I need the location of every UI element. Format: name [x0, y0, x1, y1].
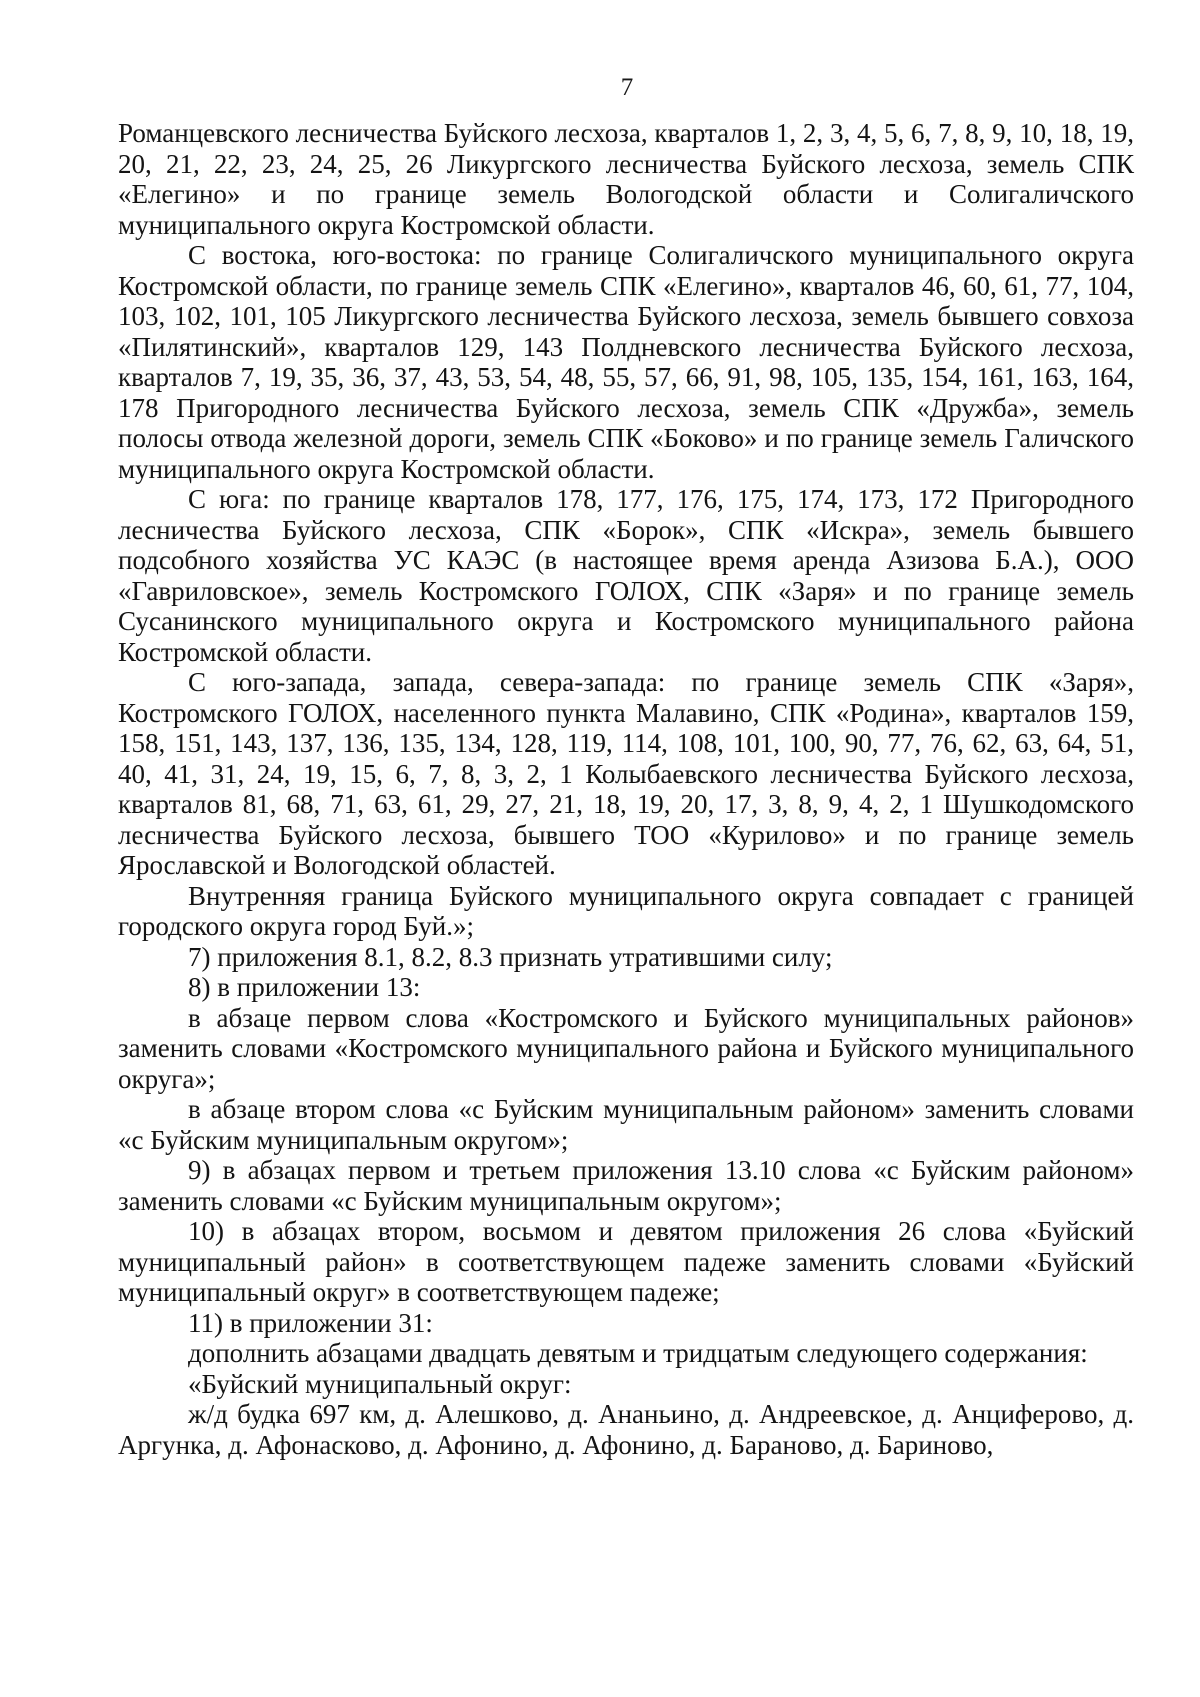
paragraph-item-10: 10) в абзацах втором, восьмом и девятом приложения 26 слова «Буйский муниципальный район» в соответствующем падеже заменить словами «Буйский муниципальный округ» в соответствующем падеже;	[118, 1216, 1134, 1307]
paragraph-inner-boundary: Внутренняя граница Буйского муниципального округа совпадает с границей городского округа город Буй.»;	[118, 880, 1134, 941]
document-body	[118, 118, 1134, 1460]
paragraph-settlements-list: ж/д будка 697 км, д. Алешково, д. Ананьино, д. Андреевское, д. Анциферово, д. Аргунка, д. Афонасково, д. Афонино, д. Афонино, д. Бараново, д. Бариново,	[118, 1399, 1134, 1460]
paragraph-item-11: 11) в приложении 31:	[188, 1307, 433, 1338]
paragraph-item-7: 7) приложения 8.1, 8.2, 8.3 признать утратившими силу;	[188, 941, 833, 972]
paragraph-east-boundary: С востока, юго-востока: по границе Солигаличского муниципального округа Костромской области, по границе земель СПК «Елегино», кварталов 46, 60, 61, 77, 104, 103, 102, 101, 105 Ликургского лесничества Буйского лесхоза, земель бывшего совхоза «Пилятинский», кварталов 129, 143 Полдневского лесничества Буйского лесхоза, кварталов 7, 19, 35, 36, 37, 43, 53, 54, 48, 55, 57, 66, 91, 98, 105, 135, 154, 161, 163, 164, 178 Пригородного лесничества Буйского лесхоза, земель СПК «Дружба», земель полосы отвода железной дороги, земель СПК «Боково» и по границе земель Галичского муниципального округа Костромской области.	[118, 240, 1134, 484]
paragraph-south-boundary: С юга: по границе кварталов 178, 177, 176, 175, 174, 173, 172 Пригородного лесничества Буйского лесхоза, СПК «Борок», СПК «Искра», земель бывшего подсобного хозяйства УС КАЭС (в настоящее время аренда Азизова Б.А.), ООО «Гавриловское», земель Костромского ГОЛОХ, СПК «Заря» и по границе земель Сусанинского муниципального округа и Костромского муниципального района Костромской области.	[118, 484, 1134, 667]
paragraph-item-8: 8) в приложении 13:	[188, 972, 421, 1002]
page-number: 7	[620, 74, 634, 101]
paragraph-north-boundary-end: Романцевского лесничества Буйского лесхоза, кварталов 1, 2, 3, 4, 5, 6, 7, 8, 9, 10, 18, 19, 20, 21, 22, 23, 24, 25, 26 Ликургского лесничества Буйского лесхоза, земель СПК «Елегино» и по границе земель Вологодской области и Солигаличского муниципального округа Костромской области.	[118, 118, 1134, 240]
paragraph-item-8-first-abzac: в абзаце первом слова «Костромского и Буйского муниципальных районов» заменить словами «Костромского муниципального района и Буйского муниципального округа»;	[118, 1002, 1134, 1094]
paragraph-item-8-second-abzac: в абзаце втором слова «с Буйским муниципальным районом» заменить словами «с Буйским муниципальным округом»;	[118, 1094, 1134, 1155]
paragraph-west-boundary: С юго-запада, запада, севера-запада: по границе земель СПК «Заря», Костромского ГОЛОХ, населенного пункта Малавино, СПК «Родина», кварталов 159, 158, 151, 143, 137, 136, 135, 134, 128, 119, 114, 108, 101, 100, 90, 77, 76, 62, 63, 64, 51, 40, 41, 31, 24, 19, 15, 6, 7, 8, 3, 2, 1 Колыбаевского лесничества Буйского лесхоза, кварталов 81, 68, 71, 63, 61, 29, 27, 21, 18, 19, 20, 17, 3, 8, 9, 4, 2, 1 Шушкодомского лесничества Буйского лесхоза, бывшего ТОО «Курилово» и по границе земель Ярославской и Вологодской областей.	[118, 667, 1134, 880]
paragraph-buy-okrug-heading: «Буйский муниципальный округ:	[188, 1368, 572, 1399]
paragraph-item-9: 9) в абзацах первом и третьем приложения 13.10 слова «с Буйским районом» заменить словами «с Буйским муниципальным округом»;	[118, 1155, 1134, 1216]
paragraph-item-11-add: дополнить абзацами двадцать девятым и тридцатым следующего содержания:	[188, 1338, 1088, 1368]
